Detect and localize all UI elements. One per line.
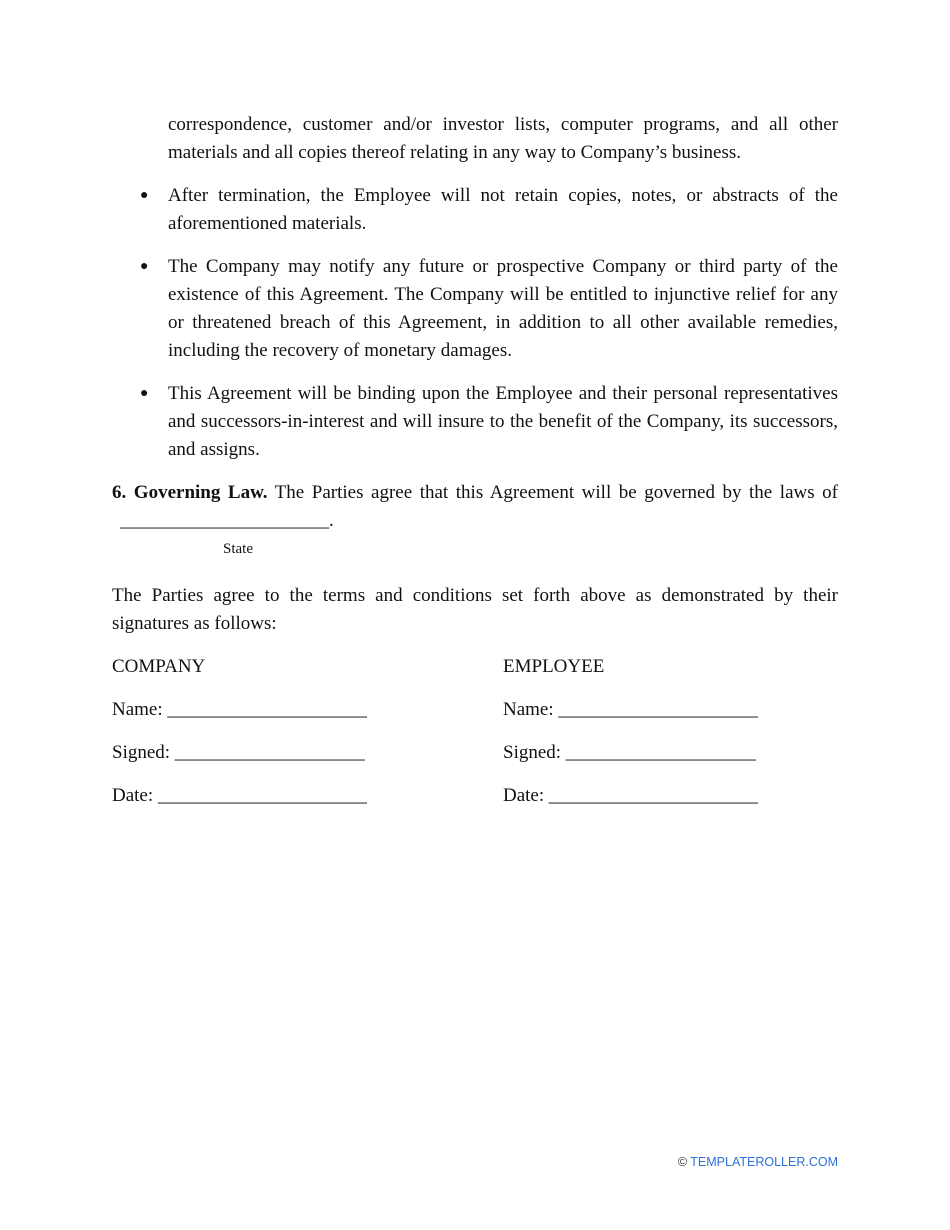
company-heading: COMPANY [112, 656, 206, 677]
company-date-field[interactable]: Date: ______________________ [112, 785, 367, 806]
employee-name-field[interactable]: Name: _____________________ [503, 699, 758, 720]
employee-heading: EMPLOYEE [503, 656, 605, 677]
agreement-paragraph: The Parties agree to the terms and conditions set forth above as demonstrated by their signatures as follows: [112, 585, 838, 634]
document-page [112, 111, 838, 810]
bullet-list [112, 182, 838, 464]
bullet-item [112, 380, 838, 464]
bullet-text: After termination, the Employee will not retain copies, notes, or abstracts of the aforementioned materials. [168, 185, 838, 234]
employee-signature-column [503, 653, 838, 810]
company-name-field[interactable]: Name: _____________________ [112, 699, 367, 720]
company-signed-field[interactable]: Signed: ____________________ [112, 742, 365, 763]
signature-block [112, 653, 838, 810]
governing-law-paragraph [112, 479, 838, 535]
bullet-text: The Company may notify any future or prospective Company or third party of the existence of this Agreement. The Company will be entitled to injunctive relief for any or threatened breach of this Agreement, in addition to all other available remedies, including the recovery of monetary damages. [168, 256, 838, 361]
templateroller-link[interactable]: TEMPLATEROLLER.COM [690, 1155, 838, 1169]
bullet-icon: ● [140, 188, 149, 203]
governing-law-text: The Parties agree that this Agreement will be governed by the laws of [267, 482, 838, 503]
governing-law-heading: 6. Governing Law. [112, 482, 268, 503]
continuation-paragraph: correspondence, customer and/or investor lists, computer programs, and all other materials and all copies thereof relating in any way to Company’s business. [168, 114, 838, 163]
bullet-icon: ● [140, 386, 149, 401]
footer-credit [678, 1153, 838, 1171]
bullet-item [112, 182, 838, 238]
bullet-item [112, 253, 838, 365]
copyright-icon: © [677, 1155, 688, 1169]
company-signature-column [112, 653, 503, 810]
employee-signed-field[interactable]: Signed: ____________________ [503, 742, 756, 763]
state-blank-field[interactable]: ______________________. [120, 510, 334, 531]
employee-date-field[interactable]: Date: ______________________ [503, 785, 758, 806]
bullet-icon: ● [140, 259, 149, 274]
bullet-text: This Agreement will be binding upon the Employee and their personal representatives and successors-in-interest and will insure to the benefit of the Company, its successors, and assigns. [168, 383, 838, 460]
state-caption: State [223, 541, 253, 557]
